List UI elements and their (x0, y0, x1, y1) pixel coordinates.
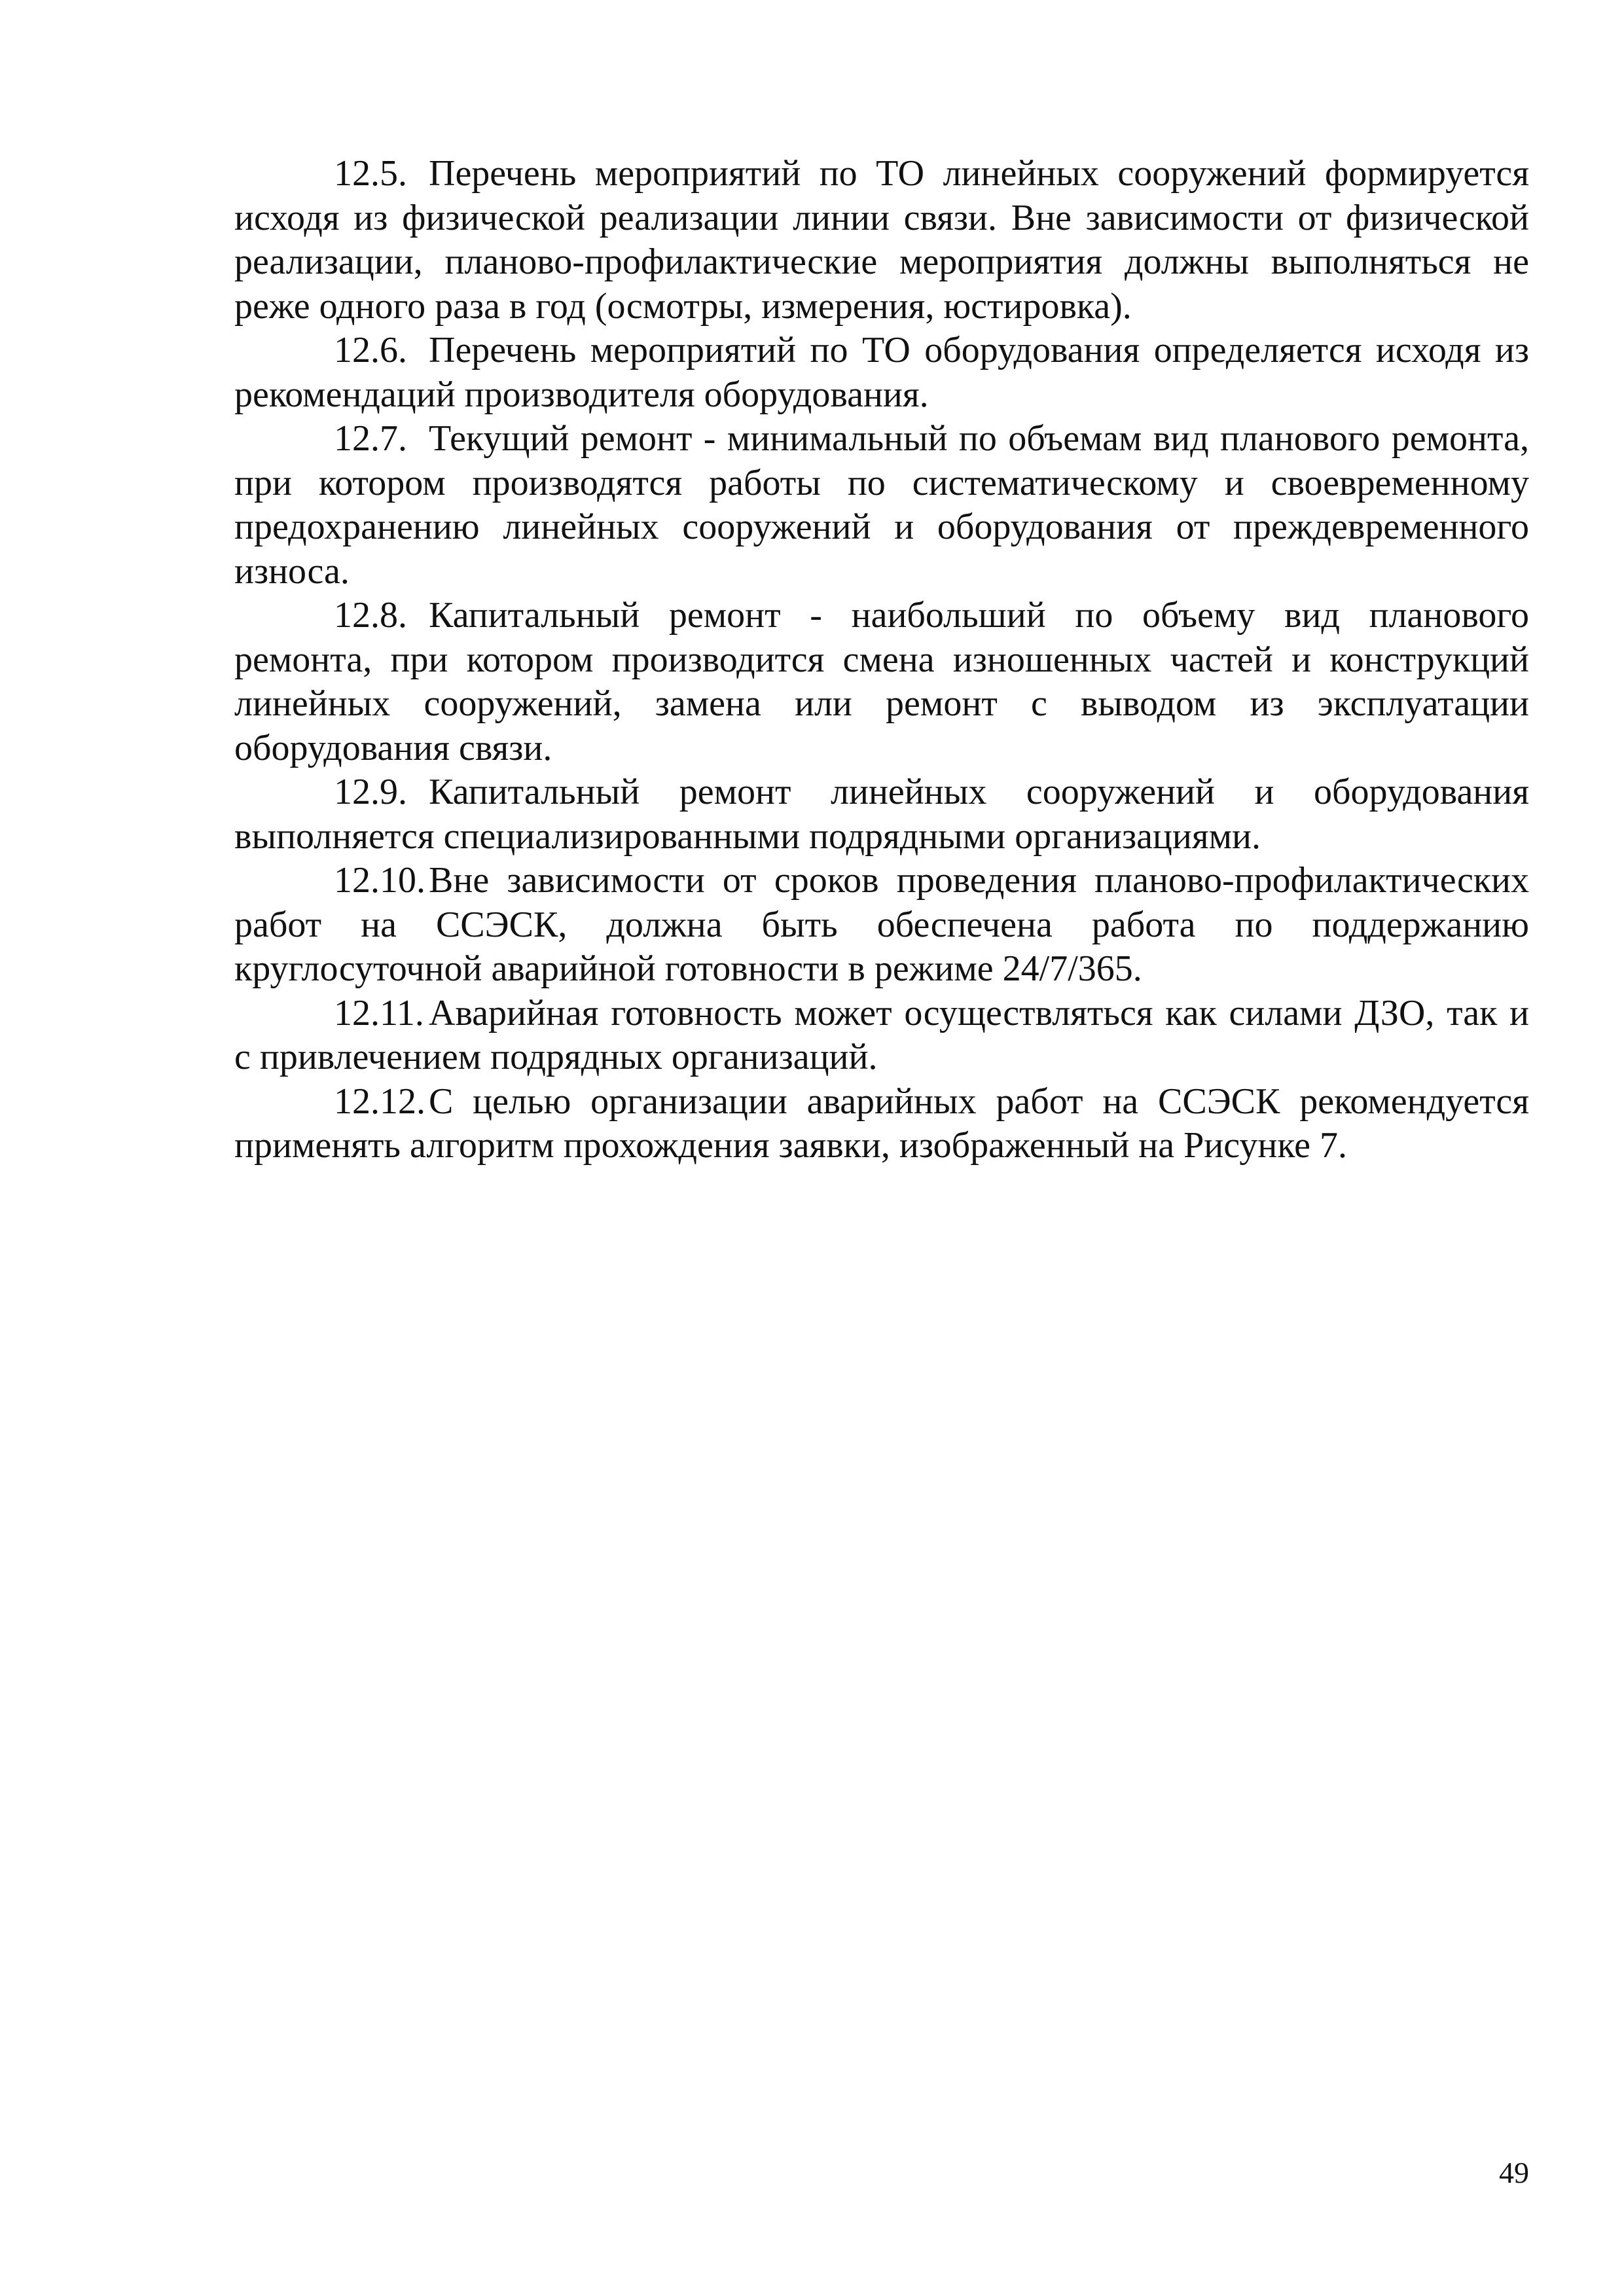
paragraph-12-7 (234, 417, 1529, 594)
paragraph-12-5 (234, 152, 1529, 329)
paragraph-text: Капитальный ремонт линейных сооружений и оборудования выполняется специализированными подрядными организациями. (234, 772, 1529, 857)
paragraph-12-11 (234, 992, 1529, 1080)
paragraph-number: 12.6. (334, 330, 407, 370)
paragraph-text: Текущий ремонт - минимальный по объемам вид планового ремонта, при котором производятся работы по систематическому и своевременному предохранению линейных сооружений и оборудования от преждевременного износа. (234, 418, 1529, 592)
paragraph-text: Перечень мероприятий по ТО оборудования определяется исходя из рекомендаций производителя оборудования. (234, 330, 1529, 415)
paragraph-12-12 (234, 1080, 1529, 1168)
paragraph-12-9 (234, 770, 1529, 859)
paragraph-text: Капитальный ремонт - наибольший по объему вид планового ремонта, при котором производится смена изношенных частей и конструкций линейных сооружений, замена или ремонт с выводом из эксплуатации оборудования связи. (234, 595, 1529, 768)
paragraph-12-10 (234, 859, 1529, 992)
paragraph-12-6 (234, 329, 1529, 417)
paragraph-number: 12.11. (334, 992, 424, 1033)
paragraph-text: С целью организации аварийных работ на ССЭСК рекомендуется применять алгоритм прохождения заявки, изображенный на Рисунке 7. (234, 1081, 1529, 1166)
paragraph-text: Аварийная готовность может осуществляться как силами ДЗО, так и с привлечением подрядных организаций. (234, 992, 1529, 1077)
paragraph-text: Вне зависимости от сроков проведения планово-профилактических работ на ССЭСК, должна быть обеспечена работа по поддержанию круглосуточной аварийной готовности в режиме 24/7/365. (234, 860, 1529, 989)
page-number: 49 (1499, 2156, 1529, 2189)
paragraph-number: 12.9. (334, 772, 407, 812)
paragraph-12-8 (234, 594, 1529, 770)
paragraph-number: 12.10. (334, 860, 425, 901)
paragraph-text: Перечень мероприятий по ТО линейных сооружений формируется исходя из физической реализации линии связи. Вне зависимости от физической реализации, планово-профилактические мероприятия должны выполняться не реже одного раза в год (осмотры, измерения, юстировка). (234, 153, 1529, 327)
paragraph-number: 12.8. (334, 595, 407, 636)
document-body (234, 152, 1529, 1168)
paragraph-number: 12.7. (334, 418, 407, 459)
paragraph-number: 12.12. (334, 1081, 425, 1122)
paragraph-number: 12.5. (334, 153, 407, 194)
